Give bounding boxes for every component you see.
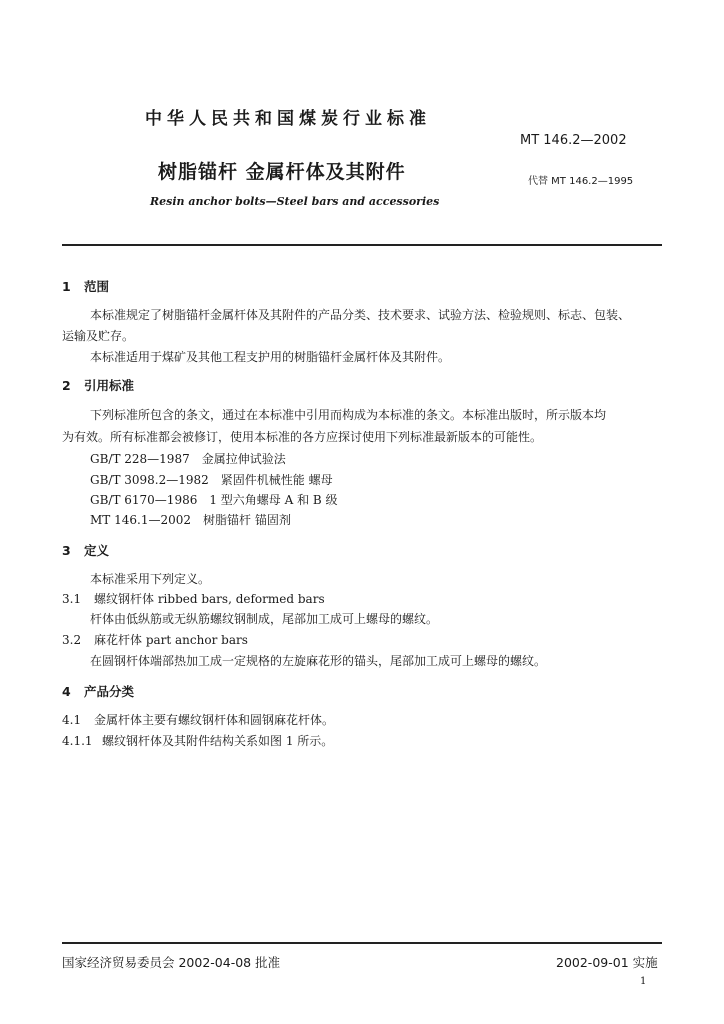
clause-number: 4.1 [62, 713, 82, 727]
reference-name: 1 型六角螺母 A 和 B 级 [209, 493, 338, 507]
page-number: 1 [640, 976, 647, 987]
reference-code: GB/T 228—1987 [90, 452, 190, 466]
section-2-paragraph-line-2: 为有效。所有标准都会被修订，使用本标准的各方应探讨使用下列标准最新版本的可能性。 [62, 430, 543, 444]
reference-name: 金属拉伸试验法 [201, 452, 286, 466]
reference-code: MT 146.1—2002 [90, 513, 191, 527]
header-divider [62, 244, 662, 246]
definition-3-2-term [62, 631, 248, 648]
section-2-paragraph-line-1: 下列标准所包含的条文，通过在本标准中引用而构成为本标准的条文。本标准出版时，所示版本均 [90, 408, 607, 422]
section-number: 1 [62, 279, 71, 294]
clause-number: 3.1 [62, 592, 82, 606]
approval-line: 国家经济贸易委员会 2002-04-08 批准 [62, 955, 281, 970]
section-title: 定义 [84, 543, 110, 558]
reference-item [90, 491, 338, 508]
clause-4-1-1 [62, 732, 333, 749]
clause-text: 金属杆体主要有螺纹钢杆体和圆钢麻花杆体。 [94, 713, 335, 727]
section-number: 4 [62, 684, 71, 699]
section-4-heading [62, 682, 134, 700]
clause-number: 4.1.1 [62, 734, 93, 748]
standard-number: MT 146.2—2002 [520, 133, 627, 148]
section-number: 2 [62, 378, 71, 393]
section-title: 产品分类 [84, 684, 135, 699]
reference-item [90, 450, 286, 467]
reference-code: GB/T 3098.2—1982 [90, 473, 209, 487]
replaces-standard: 代替 MT 146.2—1995 [528, 176, 634, 187]
section-1-paragraph-1-line-2: 运输及贮存。 [62, 329, 135, 343]
section-1-paragraph-2: 本标准适用于煤矿及其他工程支护用的树脂锚杆金属杆体及其附件。 [90, 350, 451, 364]
reference-name: 树脂锚杆 锚固剂 [203, 513, 291, 527]
section-1-heading [62, 277, 109, 295]
clause-4-1 [62, 711, 334, 728]
issuing-organization: 中华人民共和国煤炭行业标准 [145, 109, 431, 129]
section-title: 引用标准 [84, 378, 135, 393]
section-1-paragraph-1-line-1: 本标准规定了树脂锚杆金属杆体及其附件的产品分类、技术要求、试验方法、检验规则、标志、包装、 [90, 308, 631, 322]
term-text: 螺纹钢杆体 ribbed bars, deformed bars [94, 592, 325, 606]
clause-text: 螺纹钢杆体及其附件结构关系如图 1 所示。 [102, 734, 334, 748]
section-3-heading [62, 541, 109, 559]
definition-3-2-text: 在圆钢杆体端部热加工成一定规格的左旋麻花形的锚头，尾部加工成可上螺母的螺纹。 [90, 654, 547, 668]
section-3-intro: 本标准采用下列定义。 [90, 572, 211, 586]
reference-name: 紧固件机械性能 螺母 [220, 473, 333, 487]
section-2-heading [62, 376, 134, 394]
section-title: 范围 [84, 279, 110, 294]
clause-number: 3.2 [62, 633, 82, 647]
reference-item [90, 511, 291, 528]
definition-3-1-term [62, 590, 325, 607]
document-title-english: Resin anchor bolts—Steel bars and accessories [150, 195, 440, 208]
reference-code: GB/T 6170—1986 [90, 493, 198, 507]
section-number: 3 [62, 543, 71, 558]
reference-item [90, 471, 333, 488]
document-title-chinese: 树脂锚杆 金属杆体及其附件 [158, 161, 406, 183]
term-text: 麻花杆体 part anchor bars [94, 633, 248, 647]
footer-divider [62, 942, 662, 944]
definition-3-1-text: 杆体由低纵筋或无纵筋螺纹钢制成，尾部加工成可上螺母的螺纹。 [90, 612, 439, 626]
implementation-date: 2002-09-01 实施 [556, 955, 658, 970]
